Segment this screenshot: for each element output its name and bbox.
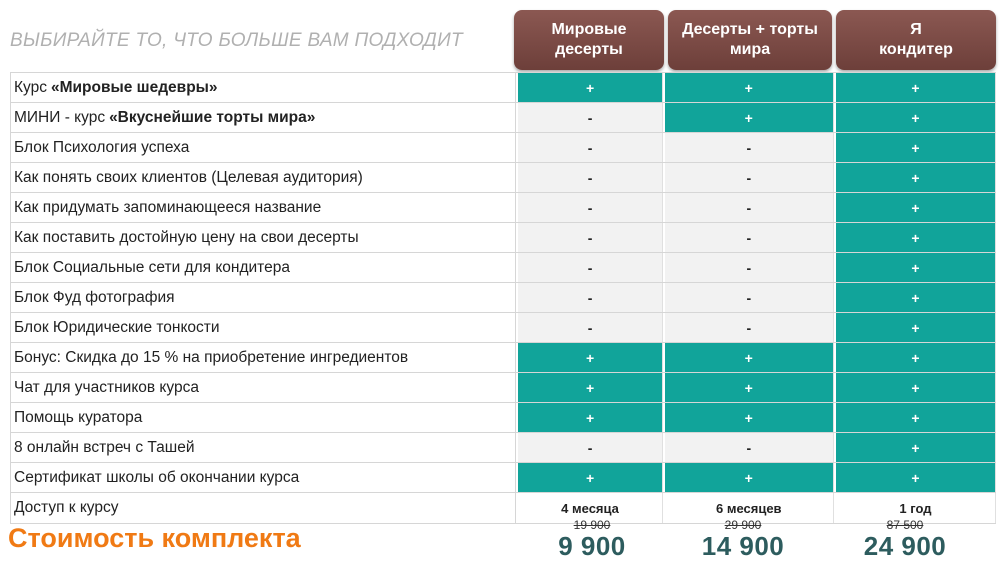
plan-title-line2: десерты: [555, 41, 623, 58]
feature-text: Чат для участников курса: [14, 378, 199, 396]
included-cell: +: [518, 373, 662, 402]
feature-text: Доступ к курсу: [14, 499, 119, 516]
included-cell: +: [836, 343, 996, 372]
current-price: 9 900: [558, 531, 626, 561]
included-cell: +: [518, 343, 662, 372]
feature-row: [10, 103, 996, 133]
included-cell: +: [836, 403, 996, 432]
not-included-cell: -: [518, 163, 662, 192]
not-included-cell: -: [518, 313, 662, 342]
feature-name-bold: «Мировые шедевры»: [50, 78, 218, 96]
old-price: 19 900: [573, 518, 611, 532]
not-included-cell: -: [518, 253, 662, 282]
page-subtitle: ВЫБИРАЙТЕ ТО, ЧТО БОЛЬШЕ ВАМ ПОДХОДИТ: [10, 30, 463, 51]
cost-label: Стоимость комплекта: [8, 523, 301, 553]
feature-text: Сертификат школы об окончании курса: [14, 468, 300, 486]
included-cell: +: [836, 73, 996, 102]
included-cell: +: [518, 403, 662, 432]
feature-label: [10, 133, 516, 162]
feature-name-bold: «Вкуснейшие торты мира»: [109, 108, 316, 126]
feature-text: Как понять своих клиентов (Целевая аудитория): [14, 168, 363, 186]
not-included-cell: -: [665, 193, 834, 222]
not-included-cell: -: [665, 163, 834, 192]
plan-title-line2: мира: [729, 41, 771, 58]
included-cell: +: [836, 133, 996, 162]
not-included-cell: -: [518, 103, 662, 132]
feature-text: 8 онлайн встреч с Ташей: [14, 438, 195, 456]
not-included-cell: -: [665, 313, 834, 342]
feature-row: [10, 163, 996, 193]
included-cell: +: [836, 253, 996, 282]
included-cell: +: [836, 283, 996, 312]
feature-row: [10, 223, 996, 253]
included-cell: +: [836, 373, 996, 402]
feature-label: [10, 103, 516, 132]
feature-text: МИНИ - курс: [14, 108, 106, 126]
not-included-cell: -: [518, 433, 662, 462]
included-cell: +: [665, 373, 834, 402]
feature-row: [10, 253, 996, 283]
not-included-cell: -: [518, 193, 662, 222]
feature-text: Блок Социальные сети для кондитера: [14, 258, 290, 276]
plan-title-line1: Мировые: [551, 21, 627, 38]
feature-text: Как придумать запоминающееся название: [14, 198, 322, 216]
included-cell: +: [518, 463, 662, 492]
included-cell: +: [518, 73, 662, 102]
plan-title-line1: Я: [910, 21, 922, 38]
plan-header-world-desserts[interactable]: [514, 10, 664, 70]
feature-row: [10, 313, 996, 343]
price-world-desserts: [512, 518, 672, 560]
feature-row: [10, 73, 996, 103]
plan-header-confectioner[interactable]: [836, 10, 996, 70]
feature-label: [10, 403, 516, 432]
not-included-cell: -: [665, 133, 834, 162]
feature-label: [10, 193, 516, 222]
price-desserts-cakes: [663, 518, 823, 560]
included-cell: +: [665, 73, 834, 102]
not-included-cell: -: [665, 433, 834, 462]
access-duration-cell: 1 год: [836, 493, 996, 523]
feature-label: [10, 223, 516, 252]
feature-label: [10, 433, 516, 462]
access-duration-cell: 4 месяца: [518, 493, 662, 523]
feature-row: [10, 433, 996, 463]
feature-label: [10, 463, 516, 492]
feature-text: Блок Юридические тонкости: [14, 318, 220, 336]
price-confectioner: [825, 518, 985, 560]
feature-label: [10, 253, 516, 282]
plan-title-line1: Десерты + торты: [682, 21, 818, 38]
comparison-table: [10, 72, 996, 524]
old-price: 29 900: [724, 518, 762, 532]
feature-text: Бонус: Скидка до 15 % на приобретение ингредиентов: [14, 348, 409, 366]
not-included-cell: -: [518, 223, 662, 252]
access-duration-cell: 6 месяцев: [665, 493, 834, 523]
not-included-cell: -: [665, 253, 834, 282]
included-cell: +: [836, 433, 996, 462]
feature-label: [10, 283, 516, 312]
feature-label: [10, 73, 516, 102]
included-cell: +: [665, 103, 834, 132]
feature-label: [10, 373, 516, 402]
included-cell: +: [836, 103, 996, 132]
feature-text: Курс: [14, 78, 47, 96]
feature-row: [10, 283, 996, 313]
included-cell: +: [836, 163, 996, 192]
not-included-cell: -: [518, 133, 662, 162]
feature-row: [10, 403, 996, 433]
not-included-cell: -: [518, 283, 662, 312]
current-price: 24 900: [863, 531, 947, 561]
current-price: 14 900: [701, 531, 785, 561]
feature-text: Как поставить достойную цену на свои десерты: [14, 228, 359, 246]
feature-text: Блок Психология успеха: [14, 138, 190, 156]
feature-row: [10, 133, 996, 163]
feature-text: Блок Фуд фотография: [14, 288, 175, 306]
not-included-cell: -: [665, 223, 834, 252]
feature-label: [10, 313, 516, 342]
included-cell: +: [665, 343, 834, 372]
included-cell: +: [836, 223, 996, 252]
feature-row: [10, 193, 996, 223]
feature-row: [10, 373, 996, 403]
included-cell: +: [665, 403, 834, 432]
included-cell: +: [665, 463, 834, 492]
feature-row: [10, 343, 996, 373]
feature-label: [10, 343, 516, 372]
plan-header-desserts-cakes[interactable]: [668, 10, 832, 70]
old-price: 87 500: [886, 518, 924, 532]
included-cell: +: [836, 193, 996, 222]
plan-title-line2: кондитер: [879, 41, 953, 58]
feature-row: [10, 463, 996, 493]
not-included-cell: -: [665, 283, 834, 312]
feature-text: Помощь куратора: [14, 408, 143, 426]
feature-label: [10, 493, 516, 523]
included-cell: +: [836, 313, 996, 342]
feature-label: [10, 163, 516, 192]
included-cell: +: [836, 463, 996, 492]
